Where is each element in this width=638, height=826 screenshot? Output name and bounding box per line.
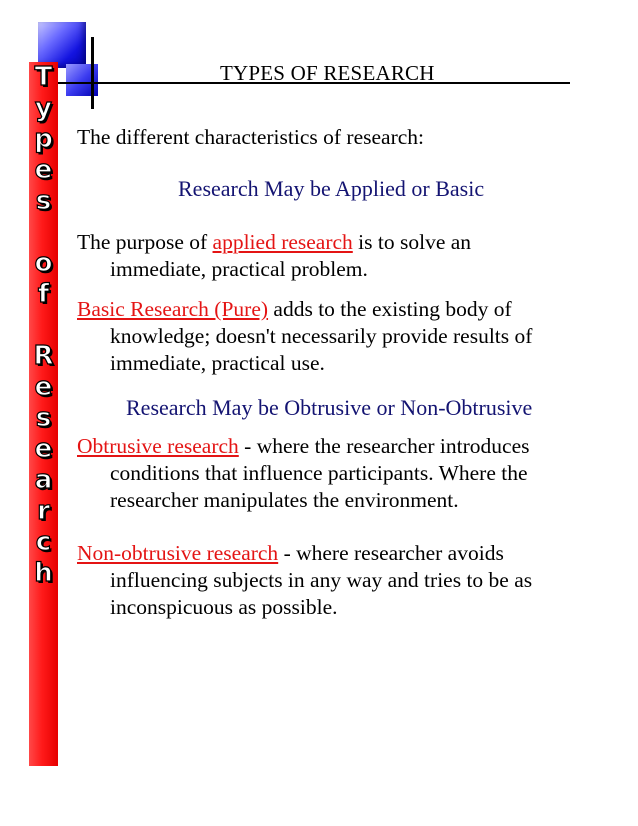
sidebar-letter: c <box>35 527 52 557</box>
paragraph-non-obtrusive-line3: inconspicuous as possible. <box>110 595 338 619</box>
vertical-title-sidebar <box>29 62 58 766</box>
paragraph-applied-prefix: The purpose of <box>77 230 213 254</box>
page-title: TYPES OF RESEARCH <box>220 61 435 85</box>
paragraph-basic-line2: knowledge; doesn't necessarily provide results of <box>110 324 533 348</box>
sidebar-letter: f <box>37 279 50 309</box>
sidebar-letter: R <box>33 341 54 371</box>
sidebar-letter: s <box>35 403 52 433</box>
term-obtrusive-research: Obtrusive research <box>77 434 239 458</box>
paragraph-obtrusive <box>77 434 529 458</box>
paragraph-applied-suffix: is to solve an <box>352 230 472 254</box>
sidebar-letter: e <box>34 155 53 185</box>
sidebar-letter: T <box>34 62 53 92</box>
paragraph-non-obtrusive-suffix: - where researcher avoids <box>278 541 504 565</box>
decorative-vertical-rule <box>91 37 94 109</box>
sidebar-letter: y <box>35 93 52 123</box>
sidebar-letter: a <box>34 465 53 495</box>
paragraph-basic-line3: immediate, practical use. <box>110 351 325 375</box>
paragraph-obtrusive-line3: researcher manipulates the environment. <box>110 488 459 512</box>
term-basic-research: Basic Research (Pure) <box>77 297 269 321</box>
paragraph-basic-suffix: adds to the existing body of <box>268 297 512 321</box>
paragraph-applied <box>77 230 471 254</box>
term-applied-research: applied research <box>212 230 353 254</box>
paragraph-applied-line2: immediate, practical problem. <box>110 257 368 281</box>
sidebar-letter: e <box>34 372 53 402</box>
paragraph-non-obtrusive-line2: influencing subjects in any way and tries to be as <box>110 568 533 592</box>
term-non-obtrusive-research: Non-obtrusive research <box>77 541 279 565</box>
sidebar-letter: e <box>34 434 53 464</box>
sidebar-letter: p <box>34 124 53 154</box>
intro-text: The different characteristics of research: <box>77 125 424 149</box>
paragraph-obtrusive-line2: conditions that influence participants. Where the <box>110 461 528 485</box>
paragraph-non-obtrusive <box>77 541 504 565</box>
sidebar-letter: r <box>37 496 50 526</box>
sidebar-letter: s <box>35 186 52 216</box>
section-heading-obtrusive: Research May be Obtrusive or Non-Obtrusive <box>126 395 533 420</box>
sidebar-letter: o <box>34 248 53 278</box>
sidebar-letter: h <box>34 558 53 588</box>
paragraph-basic <box>77 297 512 321</box>
paragraph-obtrusive-suffix: - where the researcher introduces <box>238 434 530 458</box>
section-heading-applied-basic: Research May be Applied or Basic <box>178 176 485 201</box>
